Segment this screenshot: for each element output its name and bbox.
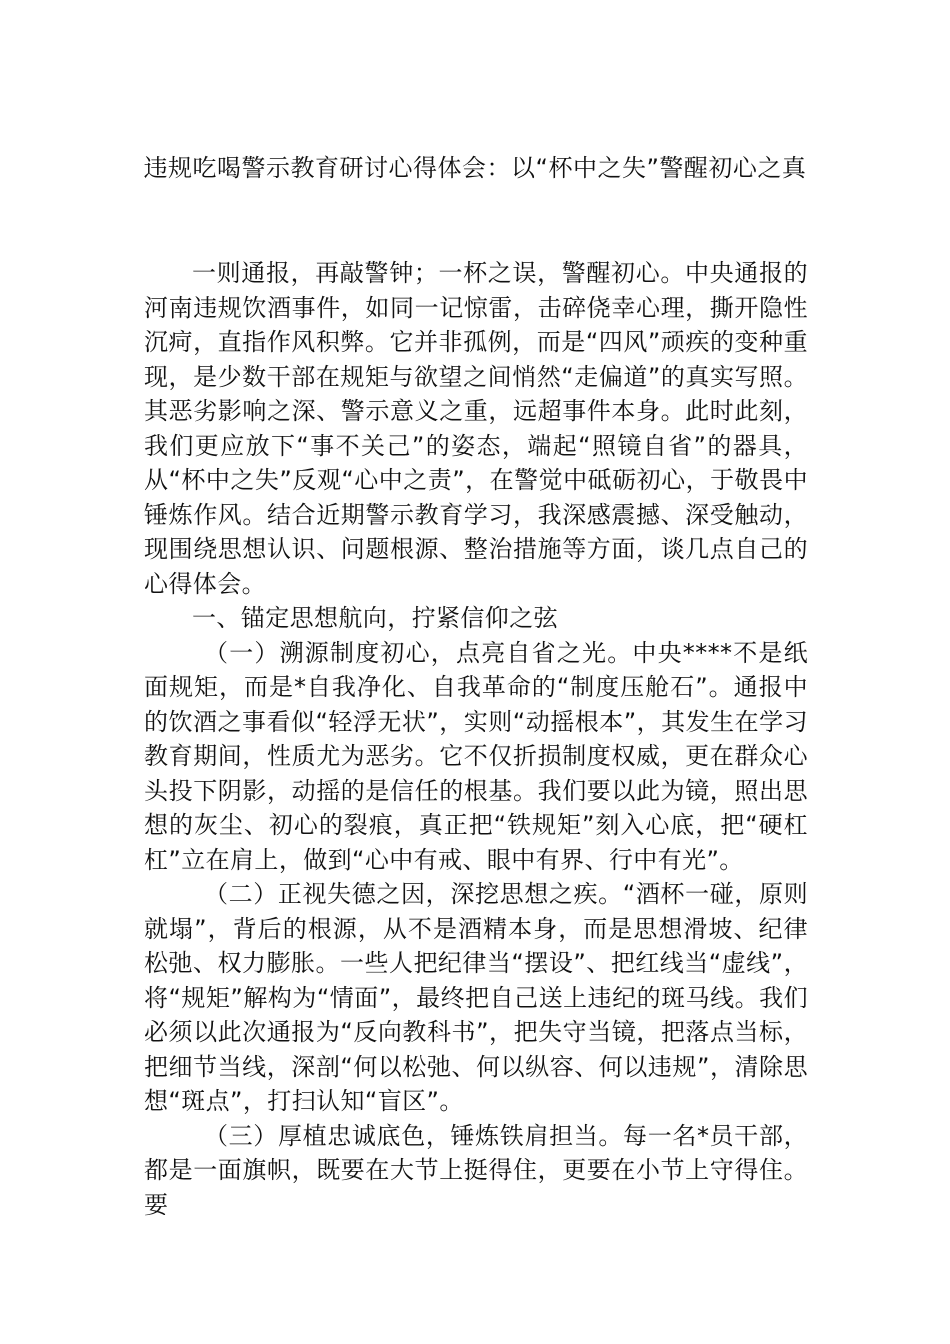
intro-paragraph: 一则通报，再敲警钟；一杯之误，警醒初心。中央通报的河南违规饮酒事件，如同一记惊雷，击碎侥幸心理，撕开隐性沉疴，直指作风积弊。它并非孤例，而是“四风”顽疾的变种重现，是少数干部在规矩与欲望之间悄然“走偏道”的真实写照。其恶劣影响之深、警示意义之重，远超事件本身。此时此刻，我们更应放下“事不关己”的姿态，端起“照镜自省”的器具，从“杯中之失”反观“心中之责”，在警觉中砥砺初心，于敬畏中锤炼作风。结合近期警示教育学习，我深感震撼、深受触动，现围绕思想认识、问题根源、整治措施等方面，谈几点自己的心得体会。	[144, 259, 808, 598]
document-body	[144, 256, 808, 1222]
subsection-paragraph-2: （二）正视失德之因，深挖思想之疾。“酒杯一碰，原则就塌”，背后的根源，从不是酒精本身，而是思想滑坡、纪律松弛、权力膨胀。一些人把纪律当“摆设”、把红线当“虚线”，将“规矩”解构为“情面”，最终把自己送上违纪的斑马线。我们必须以此次通报为“反向教科书”，把失守当镜，把落点当标，把细节当线，深剖“何以松弛、何以纵容、何以违规”，清除思想“斑点”，打扫认知“盲区”。	[144, 880, 808, 1115]
subsection-paragraph-3: （三）厚植忠诚底色，锤炼铁肩担当。每一名*员干部，都是一面旗帜，既要在大节上挺得住，更要在小节上守得住。要	[144, 1121, 808, 1219]
document-title: 违规吃喝警示教育研讨心得体会：以“杯中之失”警醒初心之真	[143, 154, 807, 182]
section-heading-1: 一、锚定思想航向，拧紧信仰之弦	[192, 604, 558, 632]
subsection-paragraph-1: （一）溯源制度初心，点亮自省之光。中央****不是纸面规矩，而是*自我净化、自我革命的“制度压舱石”。通报中的饮酒之事看似“轻浮无状”，实则“动摇根本”，其发生在学习教育期间，性质尤为恶劣。它不仅折损制度权威，更在群众心头投下阴影，动摇的是信任的根基。我们要以此为镜，照出思想的灰尘、初心的裂痕，真正把“铁规矩”刻入心底，把“硬杠杠”立在肩上，做到“心中有戒、眼中有界、行中有光”。	[144, 638, 808, 874]
